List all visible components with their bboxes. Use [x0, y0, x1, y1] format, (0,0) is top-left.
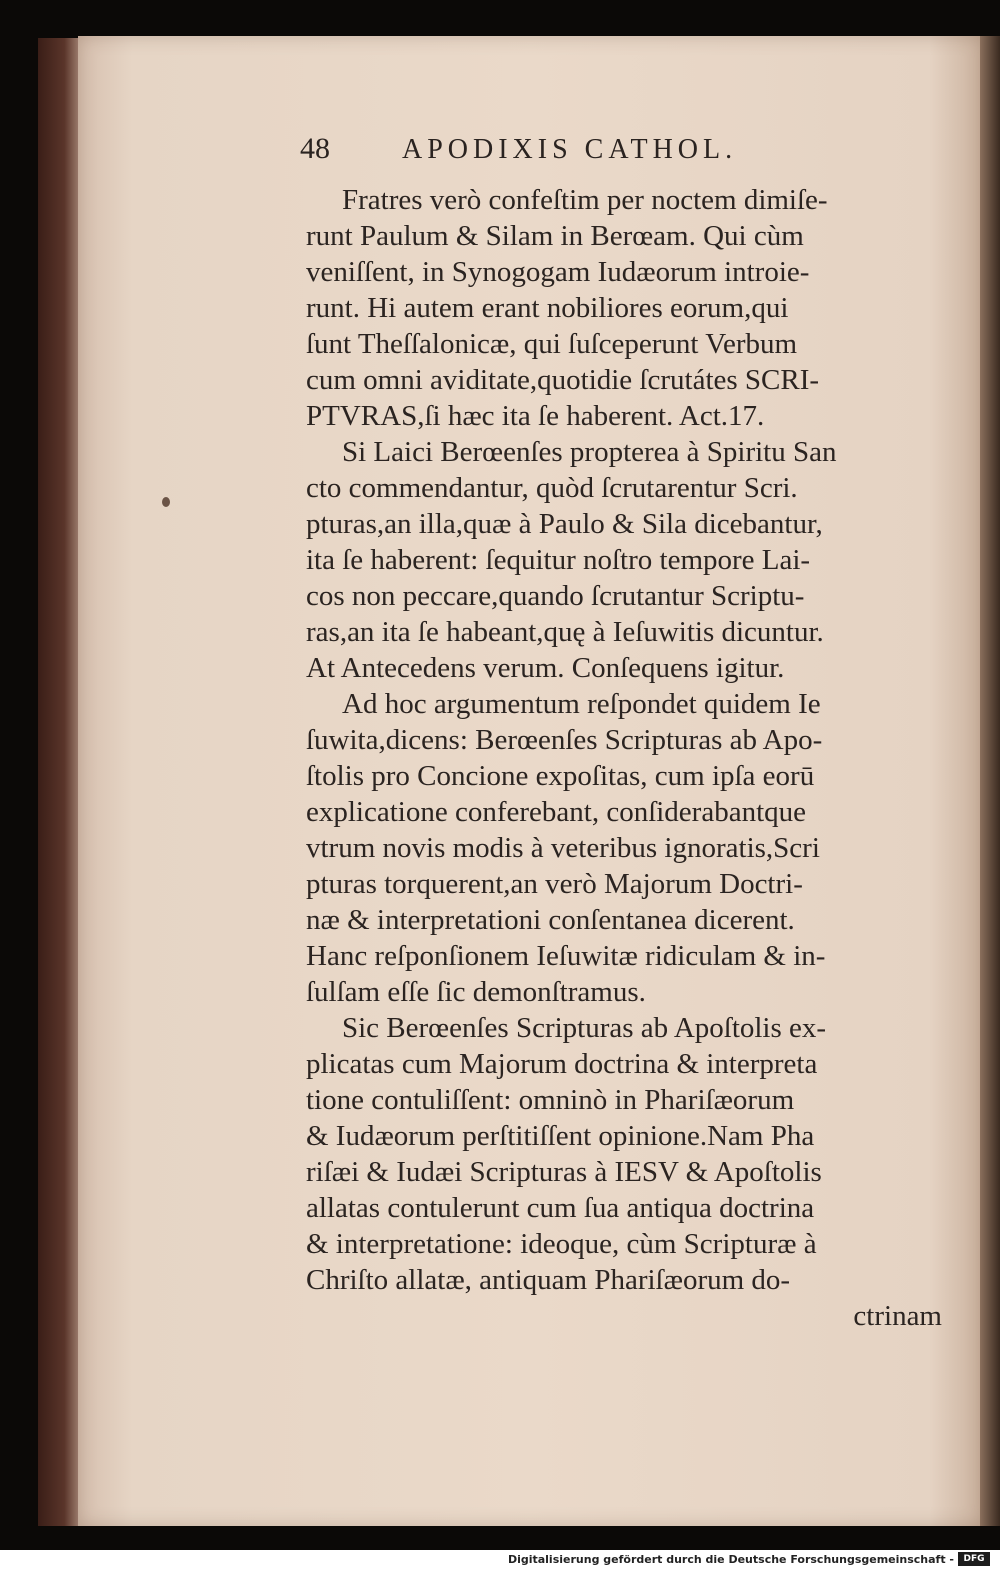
dfg-credit: Digitalisierung gefördert durch die Deutsche Forschungsgemeinschaft -: [507, 1553, 954, 1566]
text-line: ita ſe haberent: ſequitur noſtro tempore Lai-: [306, 544, 811, 576]
page-header: [300, 132, 860, 176]
text-line: ſuwita,dicens: Berœenſes Scripturas ab Apo-: [306, 724, 823, 756]
binding-shadow: [38, 38, 82, 1526]
page-number: 48: [300, 132, 330, 165]
text-line: cos non peccare,quando ſcrutantur Scriptu-: [306, 580, 805, 612]
text-line: riſæi & Iudæi Scripturas à IESV & Apoſtolis: [306, 1156, 822, 1188]
text-line: At Antecedens verum. Conſequens igitur.: [306, 652, 785, 684]
text-line: & Iudæorum perſtitiſſent opinione.Nam Pha: [306, 1120, 815, 1152]
text-line: Chriſto allatæ, antiquam Phariſæorum do-: [306, 1264, 791, 1296]
text-line: Si Laici Berœenſes propterea à Spiritu San: [342, 436, 837, 468]
text-line: Hanc reſponſionem Ieſuwitæ ridiculam & in-: [306, 940, 826, 972]
text-line: ſtolis pro Concione expoſitas, cum ipſa eorū: [306, 760, 815, 792]
dfg-logo: DFG: [958, 1552, 990, 1566]
running-head: APODIXIS CATHOL.: [402, 134, 738, 165]
text-line: Ad hoc argumentum reſpondet quidem Ie: [342, 688, 821, 720]
text-line: runt Paulum & Silam in Berœam. Qui cùm: [306, 220, 804, 252]
text-line: tione contuliſſent: omninò in Phariſæorum: [306, 1084, 795, 1116]
ink-spot: [162, 497, 170, 507]
text-line: allatas contulerunt cum ſua antiqua doctrina: [306, 1192, 815, 1224]
text-line: Fratres verò confeſtim per noctem dimiſe-: [342, 184, 828, 216]
text-line: runt. Hi autem erant nobiliores eorum,qui: [306, 292, 789, 324]
text-line: Sic Berœenſes Scripturas ab Apoſtolis ex-: [342, 1012, 827, 1044]
text-line: ras,an ita ſe habeant,quę à Ieſuwitis dicuntur.: [306, 616, 824, 648]
text-line: ſunt Theſſalonicæ, qui ſuſceperunt Verbum: [306, 328, 798, 360]
text-line: pturas,an illa,quæ à Paulo & Sila dicebantur,: [306, 508, 823, 540]
text-line: næ & interpretationi conſentanea dicerent.: [306, 904, 795, 936]
text-line: pturas torquerent,an verò Majorum Doctri-: [306, 868, 803, 900]
text-line: & interpretatione: ideoque, cùm Scripturæ à: [306, 1228, 817, 1260]
text-line: ſulſam eſſe ſic demonſtramus.: [306, 976, 646, 1008]
text-line: PTVRAS,ſi hæc ita ſe haberent. Act.17.: [306, 400, 765, 432]
text-line: veniſſent, in Synogogam Iudæorum introie-: [306, 256, 810, 288]
text-line: vtrum novis modis à veteribus ignoratis,Scri: [306, 832, 820, 864]
body-text: [306, 182, 942, 1334]
text-line: cto commendantur, quòd ſcrutarentur Scri.: [306, 472, 798, 504]
text-line: explicatione conferebant, conſiderabantque: [306, 796, 807, 828]
catchword: ctrinam: [853, 1300, 942, 1332]
page-edge: [980, 36, 1000, 1526]
text-line: cum omni aviditate,quotidie ſcrutátes SCRI-: [306, 364, 820, 396]
text-line: plicatas cum Majorum doctrina & interpreta: [306, 1048, 818, 1080]
